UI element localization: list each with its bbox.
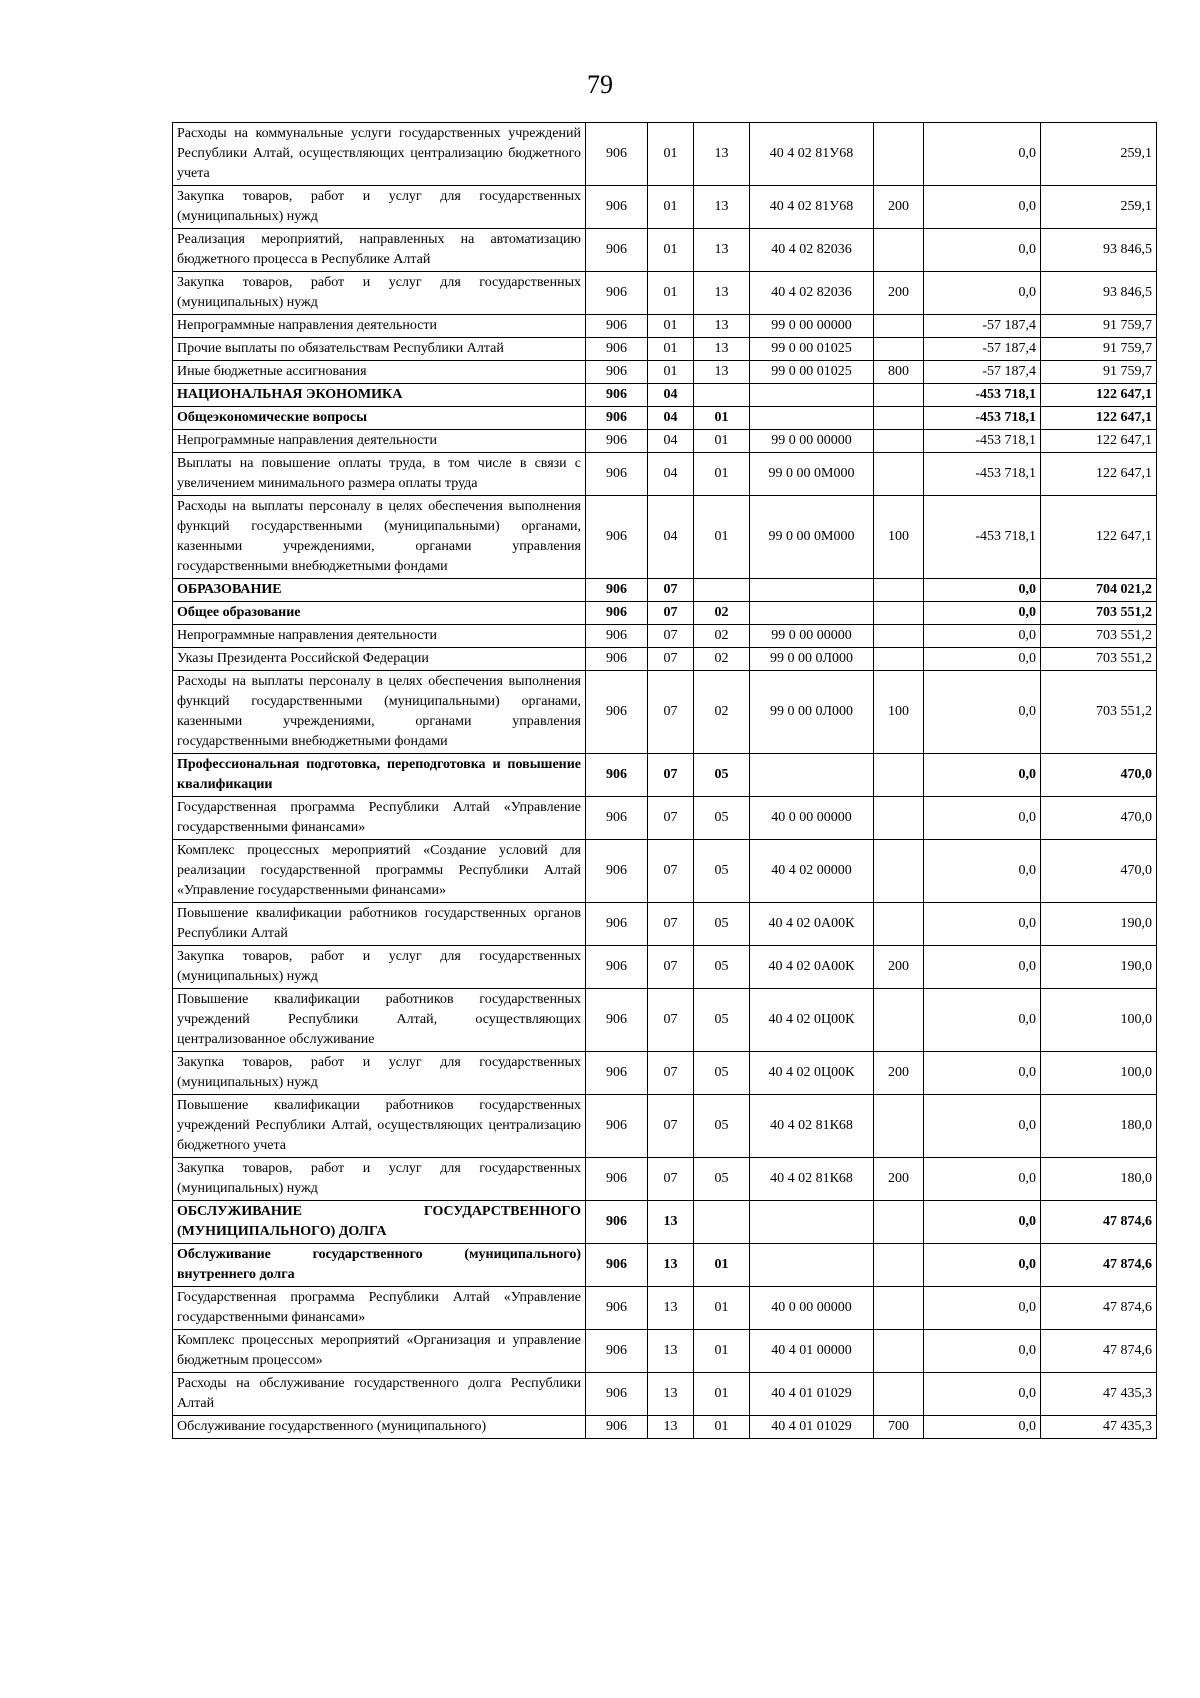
cell-subsection-code: 01 (694, 1287, 750, 1330)
cell-change-amount: 0,0 (924, 1244, 1041, 1287)
cell-grbs-code: 906 (586, 430, 648, 453)
cell-section-code: 01 (648, 338, 694, 361)
cell-section-code: 07 (648, 840, 694, 903)
cell-section-code: 04 (648, 384, 694, 407)
cell-name: НАЦИОНАЛЬНАЯ ЭКОНОМИКА (173, 384, 586, 407)
cell-section-code: 04 (648, 407, 694, 430)
cell-target-article: 40 4 02 0А00К (750, 903, 874, 946)
cell-target-article: 99 0 00 0Л000 (750, 648, 874, 671)
cell-subsection-code: 13 (694, 123, 750, 186)
cell-target-article: 40 4 01 01029 (750, 1416, 874, 1439)
cell-subsection-code: 05 (694, 1158, 750, 1201)
cell-target-article (750, 1201, 874, 1244)
cell-total-amount: 122 647,1 (1041, 384, 1157, 407)
cell-total-amount: 47 435,3 (1041, 1416, 1157, 1439)
cell-subsection-code: 02 (694, 602, 750, 625)
cell-name: Реализация мероприятий, направленных на автоматизацию бюджетного процесса в Республике Алтай (173, 229, 586, 272)
cell-change-amount: 0,0 (924, 1330, 1041, 1373)
cell-total-amount: 259,1 (1041, 123, 1157, 186)
cell-section-code: 01 (648, 229, 694, 272)
cell-name: Комплекс процессных мероприятий «Создание условий для реализации государственной программы Республики Алтай «Управление государственными финансами» (173, 840, 586, 903)
cell-expense-type: 200 (874, 272, 924, 315)
cell-total-amount: 47 435,3 (1041, 1373, 1157, 1416)
cell-name: Профессиональная подготовка, переподготовка и повышение квалификации (173, 754, 586, 797)
cell-total-amount: 703 551,2 (1041, 625, 1157, 648)
cell-name: Государственная программа Республики Алтай «Управление государственными финансами» (173, 797, 586, 840)
cell-subsection-code: 01 (694, 496, 750, 579)
cell-expense-type: 200 (874, 946, 924, 989)
cell-total-amount: 703 551,2 (1041, 671, 1157, 754)
cell-target-article: 40 4 02 81К68 (750, 1158, 874, 1201)
table-row (173, 840, 1157, 903)
cell-total-amount: 91 759,7 (1041, 338, 1157, 361)
table-row (173, 1287, 1157, 1330)
cell-change-amount: -57 187,4 (924, 315, 1041, 338)
table-row (173, 407, 1157, 430)
cell-subsection-code: 05 (694, 840, 750, 903)
cell-target-article: 40 4 02 0Ц00К (750, 1052, 874, 1095)
cell-target-article: 40 4 02 81У68 (750, 123, 874, 186)
cell-expense-type (874, 903, 924, 946)
cell-target-article (750, 579, 874, 602)
cell-name: Обслуживание государственного (муниципального) (173, 1416, 586, 1439)
cell-section-code: 07 (648, 797, 694, 840)
table-row (173, 384, 1157, 407)
cell-change-amount: 0,0 (924, 123, 1041, 186)
cell-grbs-code: 906 (586, 1201, 648, 1244)
cell-expense-type: 100 (874, 671, 924, 754)
cell-subsection-code (694, 579, 750, 602)
table-row (173, 625, 1157, 648)
cell-subsection-code: 13 (694, 338, 750, 361)
cell-grbs-code: 906 (586, 1095, 648, 1158)
cell-total-amount: 47 874,6 (1041, 1330, 1157, 1373)
cell-name: Общее образование (173, 602, 586, 625)
cell-name: Расходы на обслуживание государственного долга Республики Алтай (173, 1373, 586, 1416)
cell-expense-type (874, 1330, 924, 1373)
cell-change-amount: 0,0 (924, 1095, 1041, 1158)
cell-expense-type (874, 453, 924, 496)
cell-subsection-code: 01 (694, 453, 750, 496)
cell-total-amount: 47 874,6 (1041, 1201, 1157, 1244)
cell-change-amount: -453 718,1 (924, 407, 1041, 430)
cell-section-code: 01 (648, 361, 694, 384)
cell-expense-type: 200 (874, 1052, 924, 1095)
cell-section-code: 13 (648, 1416, 694, 1439)
cell-subsection-code: 02 (694, 625, 750, 648)
cell-section-code: 01 (648, 315, 694, 338)
cell-subsection-code: 01 (694, 1416, 750, 1439)
cell-grbs-code: 906 (586, 579, 648, 602)
cell-grbs-code: 906 (586, 1416, 648, 1439)
cell-change-amount: 0,0 (924, 625, 1041, 648)
cell-section-code: 07 (648, 671, 694, 754)
cell-expense-type (874, 1287, 924, 1330)
page-number: 79 (587, 70, 613, 99)
cell-expense-type: 100 (874, 496, 924, 579)
table-row (173, 1201, 1157, 1244)
table-row (173, 989, 1157, 1052)
cell-total-amount: 100,0 (1041, 1052, 1157, 1095)
cell-total-amount: 180,0 (1041, 1158, 1157, 1201)
cell-total-amount: 259,1 (1041, 186, 1157, 229)
cell-total-amount: 91 759,7 (1041, 361, 1157, 384)
cell-subsection-code (694, 1201, 750, 1244)
cell-grbs-code: 906 (586, 229, 648, 272)
cell-name: Указы Президента Российской Федерации (173, 648, 586, 671)
cell-target-article (750, 754, 874, 797)
table-row (173, 754, 1157, 797)
cell-expense-type (874, 648, 924, 671)
cell-section-code: 01 (648, 272, 694, 315)
cell-expense-type (874, 602, 924, 625)
cell-subsection-code: 01 (694, 430, 750, 453)
cell-section-code: 13 (648, 1244, 694, 1287)
cell-total-amount: 122 647,1 (1041, 453, 1157, 496)
cell-name: Закупка товаров, работ и услуг для государственных (муниципальных) нужд (173, 186, 586, 229)
table-row (173, 272, 1157, 315)
cell-subsection-code: 05 (694, 1052, 750, 1095)
cell-grbs-code: 906 (586, 1373, 648, 1416)
cell-expense-type (874, 338, 924, 361)
cell-expense-type (874, 430, 924, 453)
cell-section-code: 13 (648, 1201, 694, 1244)
cell-grbs-code: 906 (586, 1158, 648, 1201)
cell-section-code: 04 (648, 453, 694, 496)
cell-section-code: 13 (648, 1287, 694, 1330)
cell-expense-type: 800 (874, 361, 924, 384)
cell-target-article: 40 4 02 0А00К (750, 946, 874, 989)
cell-name: Иные бюджетные ассигнования (173, 361, 586, 384)
cell-subsection-code: 13 (694, 272, 750, 315)
cell-name: Закупка товаров, работ и услуг для государственных (муниципальных) нужд (173, 272, 586, 315)
cell-grbs-code: 906 (586, 1287, 648, 1330)
table-row (173, 1052, 1157, 1095)
table-row (173, 946, 1157, 989)
cell-change-amount: 0,0 (924, 229, 1041, 272)
cell-total-amount: 190,0 (1041, 903, 1157, 946)
cell-target-article (750, 1244, 874, 1287)
cell-expense-type (874, 579, 924, 602)
cell-name: Выплаты на повышение оплаты труда, в том числе в связи с увеличением минимального размера оплаты труда (173, 453, 586, 496)
cell-change-amount: 0,0 (924, 1416, 1041, 1439)
cell-grbs-code: 906 (586, 361, 648, 384)
cell-grbs-code: 906 (586, 946, 648, 989)
cell-target-article: 99 0 00 0М000 (750, 453, 874, 496)
cell-target-article (750, 384, 874, 407)
cell-section-code: 07 (648, 625, 694, 648)
cell-subsection-code: 02 (694, 671, 750, 754)
table-row (173, 453, 1157, 496)
cell-subsection-code: 05 (694, 754, 750, 797)
cell-target-article: 40 4 02 0Ц00К (750, 989, 874, 1052)
cell-section-code: 07 (648, 579, 694, 602)
cell-expense-type (874, 1201, 924, 1244)
cell-expense-type (874, 797, 924, 840)
table-row (173, 1330, 1157, 1373)
cell-target-article: 40 4 02 00000 (750, 840, 874, 903)
cell-name: ОБСЛУЖИВАНИЕ ГОСУДАРСТВЕННОГО (МУНИЦИПАЛЬНОГО) ДОЛГА (173, 1201, 586, 1244)
cell-expense-type (874, 384, 924, 407)
cell-total-amount: 470,0 (1041, 797, 1157, 840)
cell-change-amount: 0,0 (924, 272, 1041, 315)
cell-section-code: 07 (648, 1158, 694, 1201)
cell-expense-type (874, 1095, 924, 1158)
cell-name: Непрограммные направления деятельности (173, 430, 586, 453)
cell-subsection-code: 01 (694, 407, 750, 430)
budget-table-body (173, 123, 1157, 1439)
cell-change-amount: -57 187,4 (924, 338, 1041, 361)
cell-section-code: 07 (648, 903, 694, 946)
table-row (173, 430, 1157, 453)
cell-target-article (750, 602, 874, 625)
table-row (173, 1158, 1157, 1201)
cell-name: Расходы на выплаты персоналу в целях обеспечения выполнения функций государственными (муниципальными) органами, казенными учреждениями, органами управления государственными внебюджетными фондами (173, 496, 586, 579)
table-row (173, 338, 1157, 361)
cell-change-amount: 0,0 (924, 903, 1041, 946)
cell-subsection-code: 05 (694, 797, 750, 840)
cell-grbs-code: 906 (586, 186, 648, 229)
cell-target-article: 40 0 00 00000 (750, 1287, 874, 1330)
cell-change-amount: 0,0 (924, 1373, 1041, 1416)
cell-section-code: 07 (648, 1052, 694, 1095)
cell-expense-type (874, 840, 924, 903)
cell-change-amount: 0,0 (924, 186, 1041, 229)
cell-total-amount: 122 647,1 (1041, 430, 1157, 453)
cell-section-code: 13 (648, 1373, 694, 1416)
cell-total-amount: 703 551,2 (1041, 602, 1157, 625)
cell-grbs-code: 906 (586, 384, 648, 407)
cell-change-amount: 0,0 (924, 648, 1041, 671)
cell-target-article: 99 0 00 01025 (750, 361, 874, 384)
cell-section-code: 01 (648, 186, 694, 229)
table-row (173, 671, 1157, 754)
cell-name: Непрограммные направления деятельности (173, 625, 586, 648)
cell-expense-type (874, 315, 924, 338)
table-row (173, 648, 1157, 671)
cell-grbs-code: 906 (586, 1244, 648, 1287)
cell-total-amount: 470,0 (1041, 840, 1157, 903)
cell-total-amount: 180,0 (1041, 1095, 1157, 1158)
cell-name: Обслуживание государственного (муниципального) внутреннего долга (173, 1244, 586, 1287)
cell-change-amount: 0,0 (924, 1201, 1041, 1244)
cell-total-amount: 47 874,6 (1041, 1244, 1157, 1287)
table-row (173, 797, 1157, 840)
cell-subsection-code: 01 (694, 1330, 750, 1373)
budget-table (172, 122, 1157, 1439)
cell-target-article: 40 4 02 82036 (750, 272, 874, 315)
cell-section-code: 07 (648, 754, 694, 797)
cell-expense-type (874, 123, 924, 186)
cell-grbs-code: 906 (586, 903, 648, 946)
cell-change-amount: -453 718,1 (924, 496, 1041, 579)
cell-total-amount: 47 874,6 (1041, 1287, 1157, 1330)
cell-section-code: 07 (648, 602, 694, 625)
cell-change-amount: 0,0 (924, 579, 1041, 602)
table-row (173, 1095, 1157, 1158)
cell-subsection-code: 05 (694, 946, 750, 989)
cell-change-amount: 0,0 (924, 754, 1041, 797)
cell-grbs-code: 906 (586, 453, 648, 496)
table-row (173, 1416, 1157, 1439)
cell-grbs-code: 906 (586, 671, 648, 754)
cell-grbs-code: 906 (586, 648, 648, 671)
table-row (173, 579, 1157, 602)
cell-grbs-code: 906 (586, 1330, 648, 1373)
cell-change-amount: 0,0 (924, 840, 1041, 903)
cell-name: Закупка товаров, работ и услуг для государственных (муниципальных) нужд (173, 1158, 586, 1201)
cell-subsection-code: 05 (694, 903, 750, 946)
cell-name: Государственная программа Республики Алтай «Управление государственными финансами» (173, 1287, 586, 1330)
cell-target-article: 99 0 00 0М000 (750, 496, 874, 579)
cell-change-amount: 0,0 (924, 989, 1041, 1052)
cell-expense-type (874, 229, 924, 272)
cell-change-amount: -453 718,1 (924, 453, 1041, 496)
table-row (173, 1373, 1157, 1416)
table-row (173, 315, 1157, 338)
cell-subsection-code: 01 (694, 1244, 750, 1287)
cell-name: Расходы на коммунальные услуги государственных учреждений Республики Алтай, осуществляющих централизацию бюджетного учета (173, 123, 586, 186)
cell-subsection-code: 02 (694, 648, 750, 671)
cell-total-amount: 704 021,2 (1041, 579, 1157, 602)
cell-expense-type: 200 (874, 1158, 924, 1201)
cell-target-article (750, 407, 874, 430)
cell-subsection-code (694, 384, 750, 407)
cell-expense-type: 200 (874, 186, 924, 229)
cell-total-amount: 93 846,5 (1041, 272, 1157, 315)
cell-name: ОБРАЗОВАНИЕ (173, 579, 586, 602)
cell-change-amount: 0,0 (924, 797, 1041, 840)
cell-change-amount: 0,0 (924, 602, 1041, 625)
cell-name: Повышение квалификации работников государственных органов Республики Алтай (173, 903, 586, 946)
cell-grbs-code: 906 (586, 315, 648, 338)
cell-section-code: 04 (648, 496, 694, 579)
cell-expense-type (874, 407, 924, 430)
cell-target-article: 99 0 00 0Л000 (750, 671, 874, 754)
cell-subsection-code: 01 (694, 1373, 750, 1416)
cell-target-article: 99 0 00 00000 (750, 625, 874, 648)
cell-grbs-code: 906 (586, 407, 648, 430)
cell-target-article: 99 0 00 00000 (750, 430, 874, 453)
cell-target-article: 40 4 02 82036 (750, 229, 874, 272)
cell-name: Общеэкономические вопросы (173, 407, 586, 430)
cell-change-amount: -57 187,4 (924, 361, 1041, 384)
table-row (173, 602, 1157, 625)
table-row (173, 496, 1157, 579)
cell-target-article: 40 0 00 00000 (750, 797, 874, 840)
cell-name: Повышение квалификации работников государственных учреждений Республики Алтай, осуществляющих централизованное обслуживание (173, 989, 586, 1052)
cell-target-article: 40 4 01 01029 (750, 1373, 874, 1416)
cell-name: Закупка товаров, работ и услуг для государственных (муниципальных) нужд (173, 946, 586, 989)
cell-change-amount: 0,0 (924, 671, 1041, 754)
cell-section-code: 07 (648, 989, 694, 1052)
cell-subsection-code: 13 (694, 186, 750, 229)
cell-section-code: 13 (648, 1330, 694, 1373)
table-row (173, 361, 1157, 384)
cell-subsection-code: 13 (694, 361, 750, 384)
cell-grbs-code: 906 (586, 625, 648, 648)
cell-total-amount: 470,0 (1041, 754, 1157, 797)
cell-expense-type (874, 625, 924, 648)
cell-expense-type (874, 989, 924, 1052)
cell-grbs-code: 906 (586, 272, 648, 315)
cell-section-code: 07 (648, 946, 694, 989)
cell-name: Повышение квалификации работников государственных учреждений Республики Алтай, осуществляющих централизацию бюджетного учета (173, 1095, 586, 1158)
cell-total-amount: 122 647,1 (1041, 407, 1157, 430)
cell-expense-type: 700 (874, 1416, 924, 1439)
cell-grbs-code: 906 (586, 338, 648, 361)
cell-total-amount: 190,0 (1041, 946, 1157, 989)
cell-target-article: 40 4 01 00000 (750, 1330, 874, 1373)
cell-section-code: 01 (648, 123, 694, 186)
cell-grbs-code: 906 (586, 989, 648, 1052)
cell-grbs-code: 906 (586, 840, 648, 903)
cell-section-code: 07 (648, 648, 694, 671)
table-row (173, 229, 1157, 272)
cell-subsection-code: 05 (694, 989, 750, 1052)
table-row (173, 1244, 1157, 1287)
table-row (173, 123, 1157, 186)
cell-target-article: 40 4 02 81К68 (750, 1095, 874, 1158)
cell-total-amount: 93 846,5 (1041, 229, 1157, 272)
cell-change-amount: 0,0 (924, 1287, 1041, 1330)
cell-target-article: 40 4 02 81У68 (750, 186, 874, 229)
cell-name: Закупка товаров, работ и услуг для государственных (муниципальных) нужд (173, 1052, 586, 1095)
cell-grbs-code: 906 (586, 1052, 648, 1095)
cell-grbs-code: 906 (586, 797, 648, 840)
cell-total-amount: 122 647,1 (1041, 496, 1157, 579)
table-row (173, 186, 1157, 229)
cell-grbs-code: 906 (586, 602, 648, 625)
cell-section-code: 07 (648, 1095, 694, 1158)
table-row (173, 903, 1157, 946)
cell-grbs-code: 906 (586, 496, 648, 579)
cell-target-article: 99 0 00 00000 (750, 315, 874, 338)
cell-subsection-code: 05 (694, 1095, 750, 1158)
cell-section-code: 04 (648, 430, 694, 453)
cell-name: Прочие выплаты по обязательствам Республики Алтай (173, 338, 586, 361)
cell-expense-type (874, 1373, 924, 1416)
cell-subsection-code: 13 (694, 315, 750, 338)
cell-change-amount: 0,0 (924, 946, 1041, 989)
cell-subsection-code: 13 (694, 229, 750, 272)
cell-total-amount: 91 759,7 (1041, 315, 1157, 338)
cell-grbs-code: 906 (586, 754, 648, 797)
cell-total-amount: 703 551,2 (1041, 648, 1157, 671)
cell-change-amount: 0,0 (924, 1052, 1041, 1095)
cell-name: Расходы на выплаты персоналу в целях обеспечения выполнения функций государственными (муниципальными) органами, казенными учреждениями, органами управления государственными внебюджетными фондами (173, 671, 586, 754)
cell-total-amount: 100,0 (1041, 989, 1157, 1052)
cell-expense-type (874, 1244, 924, 1287)
cell-target-article: 99 0 00 01025 (750, 338, 874, 361)
cell-change-amount: 0,0 (924, 1158, 1041, 1201)
cell-name: Комплекс процессных мероприятий «Организация и управление бюджетным процессом» (173, 1330, 586, 1373)
cell-change-amount: -453 718,1 (924, 430, 1041, 453)
cell-grbs-code: 906 (586, 123, 648, 186)
cell-change-amount: -453 718,1 (924, 384, 1041, 407)
cell-expense-type (874, 754, 924, 797)
cell-name: Непрограммные направления деятельности (173, 315, 586, 338)
